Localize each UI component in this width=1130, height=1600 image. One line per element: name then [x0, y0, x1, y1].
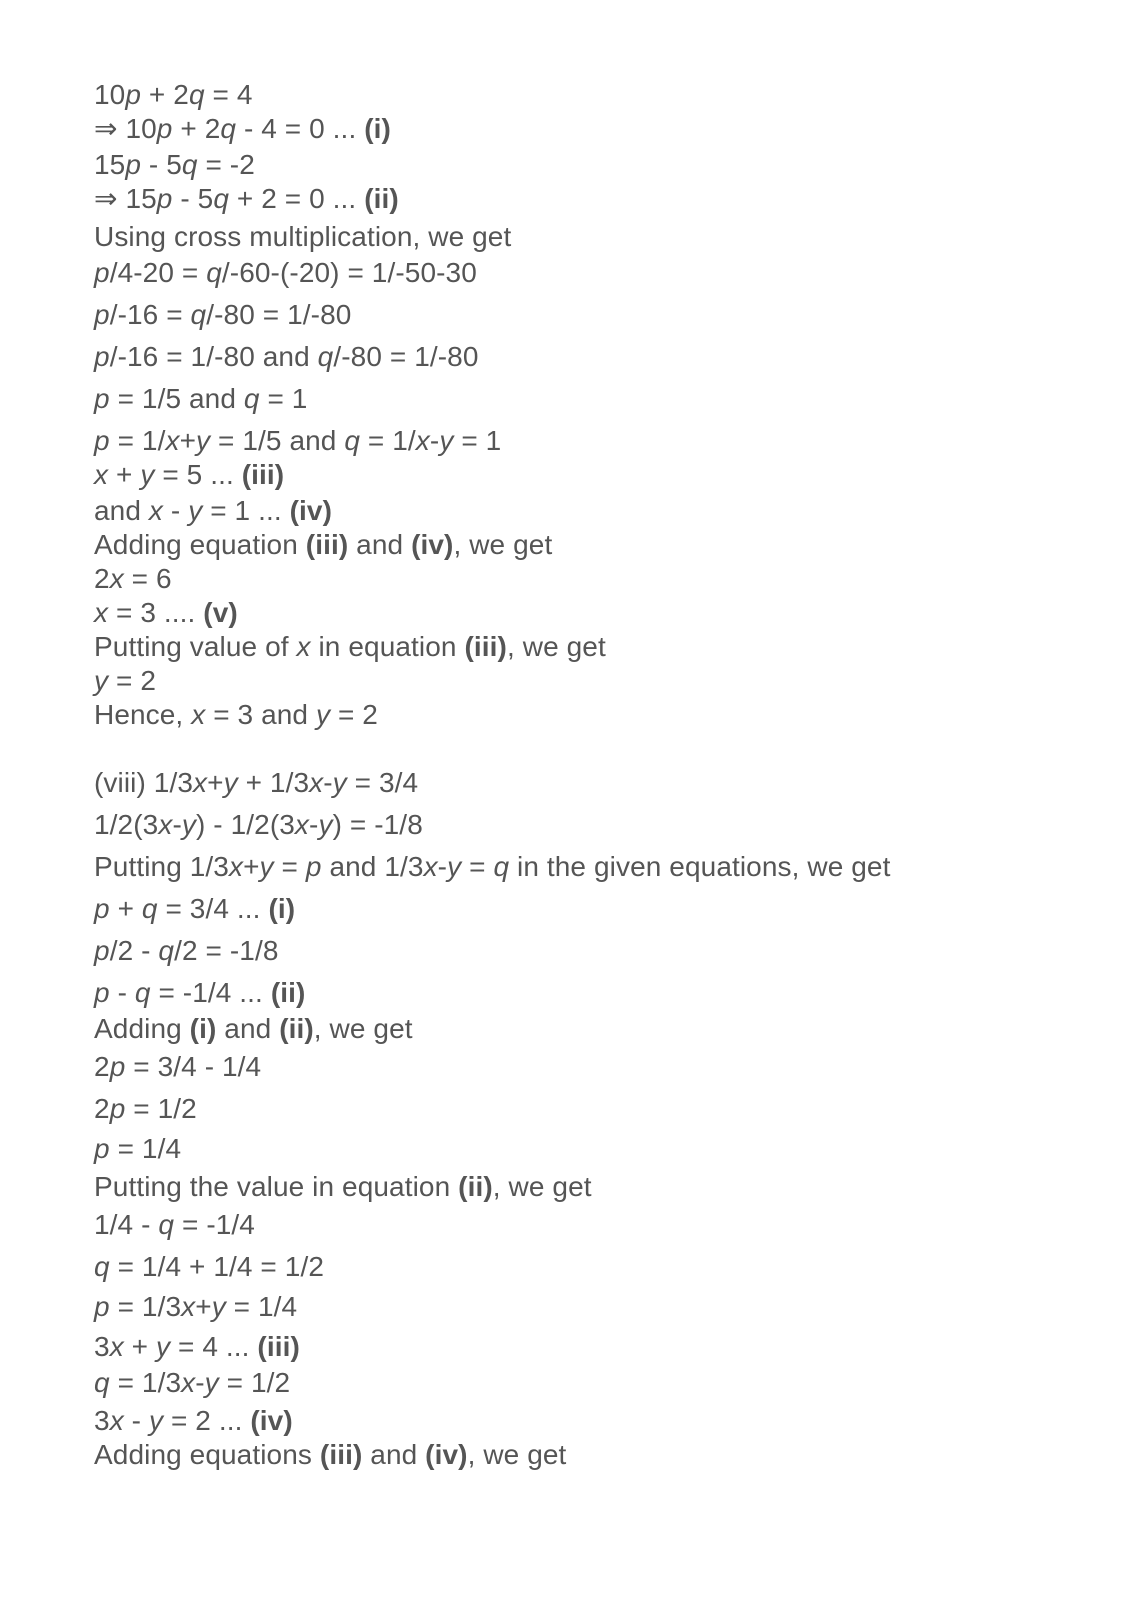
- text-segment: -: [109, 977, 135, 1008]
- text-segment: -: [309, 809, 319, 840]
- text-segment: Putting 1/3: [94, 851, 229, 882]
- text-segment: +: [109, 893, 142, 924]
- text-segment: = 1/4: [109, 1133, 182, 1164]
- text-segment: ) - 1/2(3: [195, 809, 295, 840]
- math-variable: x: [109, 563, 124, 594]
- math-variable: q: [134, 977, 151, 1008]
- math-variable: x: [109, 1331, 124, 1362]
- math-variable: p: [94, 1291, 110, 1322]
- text-segment: 1/4 -: [94, 1209, 159, 1240]
- text-segment: and: [348, 529, 412, 560]
- text-segment: and: [216, 1013, 280, 1044]
- math-variable: p: [94, 425, 110, 456]
- text-segment: +: [123, 1331, 157, 1362]
- text-segment: +: [195, 1291, 212, 1322]
- text-line: [94, 1404, 293, 1438]
- text-segment: - 5: [141, 149, 182, 180]
- text-segment: -: [123, 1405, 149, 1436]
- text-line: [94, 892, 295, 926]
- text-segment: = 1/3: [109, 1291, 182, 1322]
- equation-ref: (ii): [364, 183, 399, 214]
- text-segment: = 2: [108, 665, 156, 696]
- math-variable: q: [206, 257, 222, 288]
- text-segment: in the given equations, we get: [509, 851, 891, 882]
- text-line: [94, 112, 391, 146]
- text-line: [94, 1092, 197, 1126]
- math-variable: x: [294, 809, 310, 840]
- text-segment: = 1/: [360, 425, 416, 456]
- math-variable: p: [109, 1093, 126, 1124]
- text-segment: = -1/4: [174, 1209, 255, 1240]
- text-segment: -: [172, 809, 182, 840]
- text-segment: 1/2(3: [94, 809, 159, 840]
- math-variable: p: [156, 113, 173, 144]
- text-line: [94, 1208, 255, 1242]
- text-segment: 2: [94, 563, 110, 594]
- math-variable: x: [191, 699, 206, 730]
- text-line: [94, 458, 284, 492]
- text-segment: = 1/3: [109, 1367, 182, 1398]
- text-line: [94, 340, 479, 374]
- text-line: [94, 1012, 413, 1046]
- math-variable: y: [318, 809, 333, 840]
- text-segment: = 1/4: [225, 1291, 298, 1322]
- math-variable: q: [317, 341, 334, 372]
- equation-ref: (iii): [241, 459, 285, 490]
- math-variable: x: [296, 631, 311, 662]
- equation-ref: (iv): [289, 495, 332, 526]
- text-line: [94, 220, 511, 254]
- text-segment: ) = -1/8: [332, 809, 423, 840]
- text-segment: 2: [94, 1093, 110, 1124]
- text-segment: , we get: [492, 1171, 592, 1202]
- math-variable: p: [305, 851, 322, 882]
- math-variable: x: [94, 459, 109, 490]
- text-segment: Putting the value in equation: [94, 1171, 459, 1202]
- equation-ref: (i): [364, 113, 391, 144]
- text-segment: =: [461, 851, 494, 882]
- text-segment: = 3/4 ...: [157, 893, 269, 924]
- equation-ref: (iii): [305, 529, 349, 560]
- text-segment: ⇒ 10: [94, 113, 157, 144]
- text-segment: Using cross multiplication, we get: [94, 221, 512, 252]
- text-segment: = 1/2: [218, 1367, 291, 1398]
- math-variable: y: [140, 459, 155, 490]
- equation-ref: (iii): [464, 631, 507, 662]
- math-variable: y: [223, 767, 238, 798]
- text-segment: /-16 =: [109, 299, 191, 330]
- text-segment: = 5 ...: [154, 459, 242, 490]
- math-variable: p: [94, 341, 110, 372]
- text-segment: /4-20 =: [109, 257, 207, 288]
- text-segment: Adding: [94, 1013, 190, 1044]
- text-line: [94, 596, 238, 630]
- text-segment: /2 -: [109, 935, 159, 966]
- text-segment: +: [207, 767, 224, 798]
- text-line: [94, 494, 332, 528]
- math-variable: x: [109, 1405, 124, 1436]
- math-variable: y: [315, 699, 331, 730]
- text-line: [94, 182, 399, 216]
- text-line: [94, 1438, 566, 1472]
- text-segment: Putting value of: [94, 631, 297, 662]
- text-line: [94, 850, 891, 884]
- math-variable: x: [148, 495, 164, 526]
- equation-ref: (i): [268, 893, 296, 924]
- text-segment: = 1: [259, 383, 308, 414]
- equation-ref: (v): [203, 597, 238, 628]
- math-variable: q: [181, 149, 198, 180]
- text-segment: and: [94, 495, 149, 526]
- text-line: [94, 808, 423, 842]
- text-segment: 3: [94, 1405, 110, 1436]
- text-segment: = -2: [197, 149, 255, 180]
- math-variable: q: [94, 1251, 110, 1282]
- text-line: [94, 976, 305, 1010]
- math-variable: y: [204, 1367, 219, 1398]
- text-segment: -: [429, 425, 440, 456]
- math-variable: x: [165, 425, 180, 456]
- text-line: [94, 78, 253, 112]
- equation-ref: (iv): [411, 529, 454, 560]
- math-variable: y: [196, 425, 211, 456]
- text-segment: = 3 and: [205, 699, 316, 730]
- equation-ref: (i): [189, 1013, 217, 1044]
- text-line: [94, 1050, 261, 1084]
- math-variable: x: [193, 767, 208, 798]
- math-variable: y: [94, 665, 109, 696]
- equation-ref: (iii): [319, 1439, 363, 1470]
- text-segment: ⇒ 15: [94, 183, 157, 214]
- text-segment: + 2: [141, 79, 189, 110]
- math-variable: y: [259, 851, 274, 882]
- text-segment: = 3 ....: [108, 597, 204, 628]
- text-segment: +: [179, 425, 197, 456]
- text-line: [94, 630, 606, 664]
- text-segment: , we get: [453, 529, 553, 560]
- text-segment: = 1/: [109, 425, 166, 456]
- text-line: [94, 934, 279, 968]
- text-segment: + 1/3: [237, 767, 310, 798]
- text-line: [94, 1330, 300, 1364]
- text-segment: = 4: [204, 79, 253, 110]
- text-segment: = 6: [123, 563, 172, 594]
- math-variable: q: [94, 1367, 110, 1398]
- math-variable: q: [190, 299, 207, 330]
- text-line: [94, 1250, 324, 1284]
- math-variable: q: [493, 851, 510, 882]
- text-segment: 10: [94, 79, 126, 110]
- math-variable: p: [125, 79, 142, 110]
- text-segment: =: [273, 851, 306, 882]
- text-segment: -: [323, 767, 333, 798]
- text-segment: 2: [94, 1051, 110, 1082]
- math-variable: y: [211, 1291, 226, 1322]
- math-variable: p: [94, 299, 110, 330]
- text-segment: - 5: [172, 183, 214, 214]
- text-segment: = 1/2: [125, 1093, 197, 1124]
- math-variable: q: [213, 183, 230, 214]
- math-variable: q: [158, 935, 175, 966]
- math-variable: y: [332, 767, 347, 798]
- text-segment: +: [243, 851, 260, 882]
- math-variable: y: [439, 425, 454, 456]
- text-line: [94, 664, 156, 698]
- text-segment: /-80 = 1/-80: [333, 341, 479, 372]
- math-variable: p: [94, 977, 110, 1008]
- math-variable: q: [344, 425, 361, 456]
- math-variable: p: [94, 1133, 110, 1164]
- math-variable: x: [181, 1291, 196, 1322]
- text-segment: = 1/5 and: [109, 383, 244, 414]
- text-line: [94, 528, 552, 562]
- text-line: [94, 256, 477, 290]
- math-variable: y: [156, 1331, 171, 1362]
- math-variable: p: [94, 383, 110, 414]
- text-segment: (viii) 1/3: [94, 767, 194, 798]
- text-line: [94, 562, 172, 596]
- text-segment: , we get: [506, 631, 606, 662]
- text-line: [94, 424, 501, 458]
- math-variable: p: [156, 183, 173, 214]
- math-variable: x: [228, 851, 244, 882]
- math-variable: x: [415, 425, 430, 456]
- equation-ref: (ii): [270, 977, 306, 1008]
- text-segment: Hence,: [94, 699, 192, 730]
- text-line: [94, 382, 307, 416]
- text-segment: Adding equation: [94, 529, 306, 560]
- text-segment: + 2: [172, 113, 221, 144]
- text-segment: = 1 ...: [202, 495, 290, 526]
- text-segment: - 4 = 0 ...: [236, 113, 365, 144]
- text-segment: 15: [94, 149, 126, 180]
- text-segment: = -1/4 ...: [150, 977, 271, 1008]
- math-variable: x: [423, 851, 438, 882]
- math-variable: p: [125, 149, 142, 180]
- text-segment: -: [163, 495, 189, 526]
- equation-ref: (iv): [250, 1405, 293, 1436]
- text-segment: = 2 ...: [163, 1405, 251, 1436]
- text-segment: , we get: [313, 1013, 413, 1044]
- text-segment: and 1/3: [321, 851, 424, 882]
- text-segment: = 4 ...: [170, 1331, 258, 1362]
- math-variable: q: [158, 1209, 175, 1240]
- math-variable: y: [181, 809, 196, 840]
- text-segment: = 1/5 and: [210, 425, 345, 456]
- text-segment: Adding equations: [94, 1439, 320, 1470]
- math-variable: p: [94, 935, 110, 966]
- text-line: [94, 298, 351, 332]
- text-line: [94, 148, 255, 182]
- text-segment: in equation: [310, 631, 465, 662]
- text-segment: and: [362, 1439, 426, 1470]
- equation-ref: (ii): [279, 1013, 314, 1044]
- text-segment: = 2: [330, 699, 378, 730]
- text-segment: -: [437, 851, 448, 882]
- math-variable: p: [94, 257, 110, 288]
- text-segment: = 1/4 + 1/4 = 1/2: [109, 1251, 324, 1282]
- math-variable: q: [220, 113, 237, 144]
- math-variable: q: [141, 893, 158, 924]
- text-segment: = 3/4: [346, 767, 419, 798]
- math-variable: x: [94, 597, 109, 628]
- math-variable: q: [188, 79, 205, 110]
- math-variable: p: [109, 1051, 126, 1082]
- text-line: [94, 766, 418, 800]
- text-line: [94, 1132, 181, 1166]
- math-variable: x: [181, 1367, 196, 1398]
- math-variable: y: [148, 1405, 164, 1436]
- text-segment: /-80 = 1/-80: [206, 299, 352, 330]
- equation-ref: (iv): [425, 1439, 468, 1470]
- text-segment: /-16 = 1/-80 and: [109, 341, 318, 372]
- text-segment: , we get: [467, 1439, 567, 1470]
- text-segment: + 2 = 0 ...: [229, 183, 365, 214]
- text-line: [94, 698, 378, 732]
- text-segment: 3: [94, 1331, 110, 1362]
- equation-ref: (iii): [257, 1331, 300, 1362]
- math-variable: p: [94, 893, 110, 924]
- text-line: [94, 1366, 290, 1400]
- text-segment: /-60-(-20) = 1/-50-30: [221, 257, 477, 288]
- math-variable: q: [243, 383, 260, 414]
- math-variable: y: [188, 495, 203, 526]
- text-segment: = 1: [453, 425, 502, 456]
- text-line: [94, 1290, 297, 1324]
- text-segment: -: [195, 1367, 205, 1398]
- math-variable: x: [309, 767, 324, 798]
- math-variable: y: [447, 851, 462, 882]
- text-line: [94, 1170, 592, 1204]
- text-segment: = 3/4 - 1/4: [125, 1051, 262, 1082]
- equation-ref: (ii): [458, 1171, 493, 1202]
- text-segment: /2 = -1/8: [174, 935, 279, 966]
- math-variable: x: [158, 809, 173, 840]
- text-segment: +: [108, 459, 141, 490]
